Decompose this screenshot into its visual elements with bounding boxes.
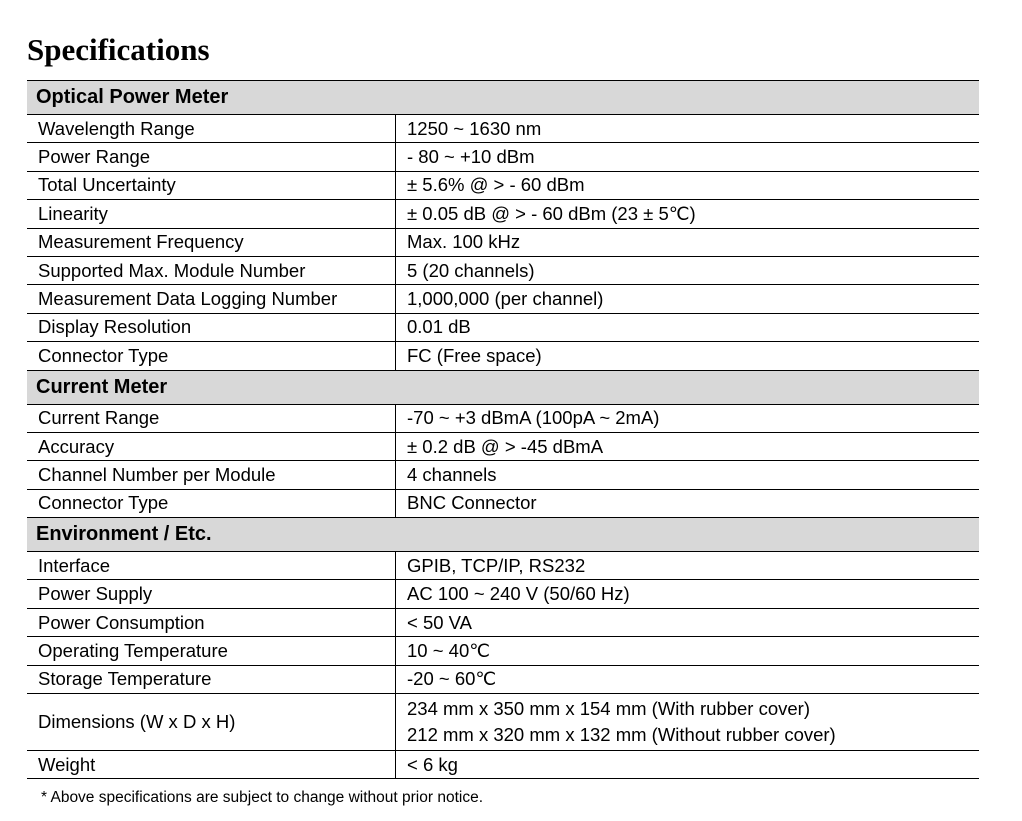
spec-label: Measurement Frequency [27, 228, 396, 256]
table-row [27, 751, 979, 779]
spec-label: Operating Temperature [27, 637, 396, 665]
section-title: Current Meter [27, 370, 979, 404]
table-row [27, 200, 979, 228]
spec-label: Power Range [27, 143, 396, 171]
spec-label: Measurement Data Logging Number [27, 285, 396, 313]
section-title: Environment / Etc. [27, 518, 979, 552]
spec-label: Power Supply [27, 580, 396, 608]
spec-label: Wavelength Range [27, 115, 396, 143]
spec-value: < 50 VA [396, 608, 980, 636]
spec-value: - 80 ~ +10 dBm [396, 143, 980, 171]
spec-value: ± 0.05 dB @ > - 60 dBm (23 ± 5℃) [396, 200, 980, 228]
spec-label: Power Consumption [27, 608, 396, 636]
table-row [27, 342, 979, 370]
spec-value: ± 0.2 dB @ > -45 dBmA [396, 432, 980, 460]
spec-label: Weight [27, 751, 396, 779]
spec-value: -70 ~ +3 dBmA (100pA ~ 2mA) [396, 404, 980, 432]
table-row [27, 580, 979, 608]
table-row [27, 228, 979, 256]
table-row [27, 694, 979, 751]
spec-value: < 6 kg [396, 751, 980, 779]
table-row [27, 313, 979, 341]
table-row [27, 608, 979, 636]
spec-value [396, 694, 980, 751]
spec-value: 5 (20 channels) [396, 256, 980, 284]
spec-label: Current Range [27, 404, 396, 432]
spec-value-line: 234 mm x 350 mm x 154 mm (With rubber cover) [407, 698, 810, 720]
spec-label: Supported Max. Module Number [27, 256, 396, 284]
spec-value: AC 100 ~ 240 V (50/60 Hz) [396, 580, 980, 608]
spec-value: 4 channels [396, 461, 980, 489]
table-row [27, 285, 979, 313]
spec-label: Channel Number per Module [27, 461, 396, 489]
table-row [27, 404, 979, 432]
spec-value: 10 ~ 40℃ [396, 637, 980, 665]
table-row [27, 115, 979, 143]
spec-value-line: 212 mm x 320 mm x 132 mm (Without rubber cover) [407, 724, 836, 746]
spec-value: 0.01 dB [396, 313, 980, 341]
table-row [27, 432, 979, 460]
spec-label: Linearity [27, 200, 396, 228]
spec-label: Connector Type [27, 489, 396, 517]
specifications-table [27, 80, 979, 779]
spec-value: GPIB, TCP/IP, RS232 [396, 552, 980, 580]
table-row [27, 665, 979, 693]
table-row [27, 489, 979, 517]
table-row [27, 461, 979, 489]
spec-label: Display Resolution [27, 313, 396, 341]
table-row [27, 637, 979, 665]
section-title: Optical Power Meter [27, 81, 979, 115]
section-header-optical-power-meter [27, 81, 979, 115]
table-row [27, 552, 979, 580]
spec-label: Dimensions (W x D x H) [27, 694, 396, 751]
spec-label: Accuracy [27, 432, 396, 460]
spec-value: ± 5.6% @ > - 60 dBm [396, 171, 980, 199]
spec-value: BNC Connector [396, 489, 980, 517]
spec-value: 1250 ~ 1630 nm [396, 115, 980, 143]
spec-value: -20 ~ 60℃ [396, 665, 980, 693]
page-title: Specifications [27, 32, 210, 67]
spec-value: Max. 100 kHz [396, 228, 980, 256]
spec-value: FC (Free space) [396, 342, 980, 370]
table-row [27, 171, 979, 199]
spec-label: Total Uncertainty [27, 171, 396, 199]
footnote: * Above specifications are subject to change without prior notice. [41, 789, 484, 806]
spec-value: 1,000,000 (per channel) [396, 285, 980, 313]
table-row [27, 143, 979, 171]
table-row [27, 256, 979, 284]
section-header-current-meter [27, 370, 979, 404]
spec-label: Connector Type [27, 342, 396, 370]
spec-label: Storage Temperature [27, 665, 396, 693]
section-header-environment [27, 518, 979, 552]
spec-label: Interface [27, 552, 396, 580]
